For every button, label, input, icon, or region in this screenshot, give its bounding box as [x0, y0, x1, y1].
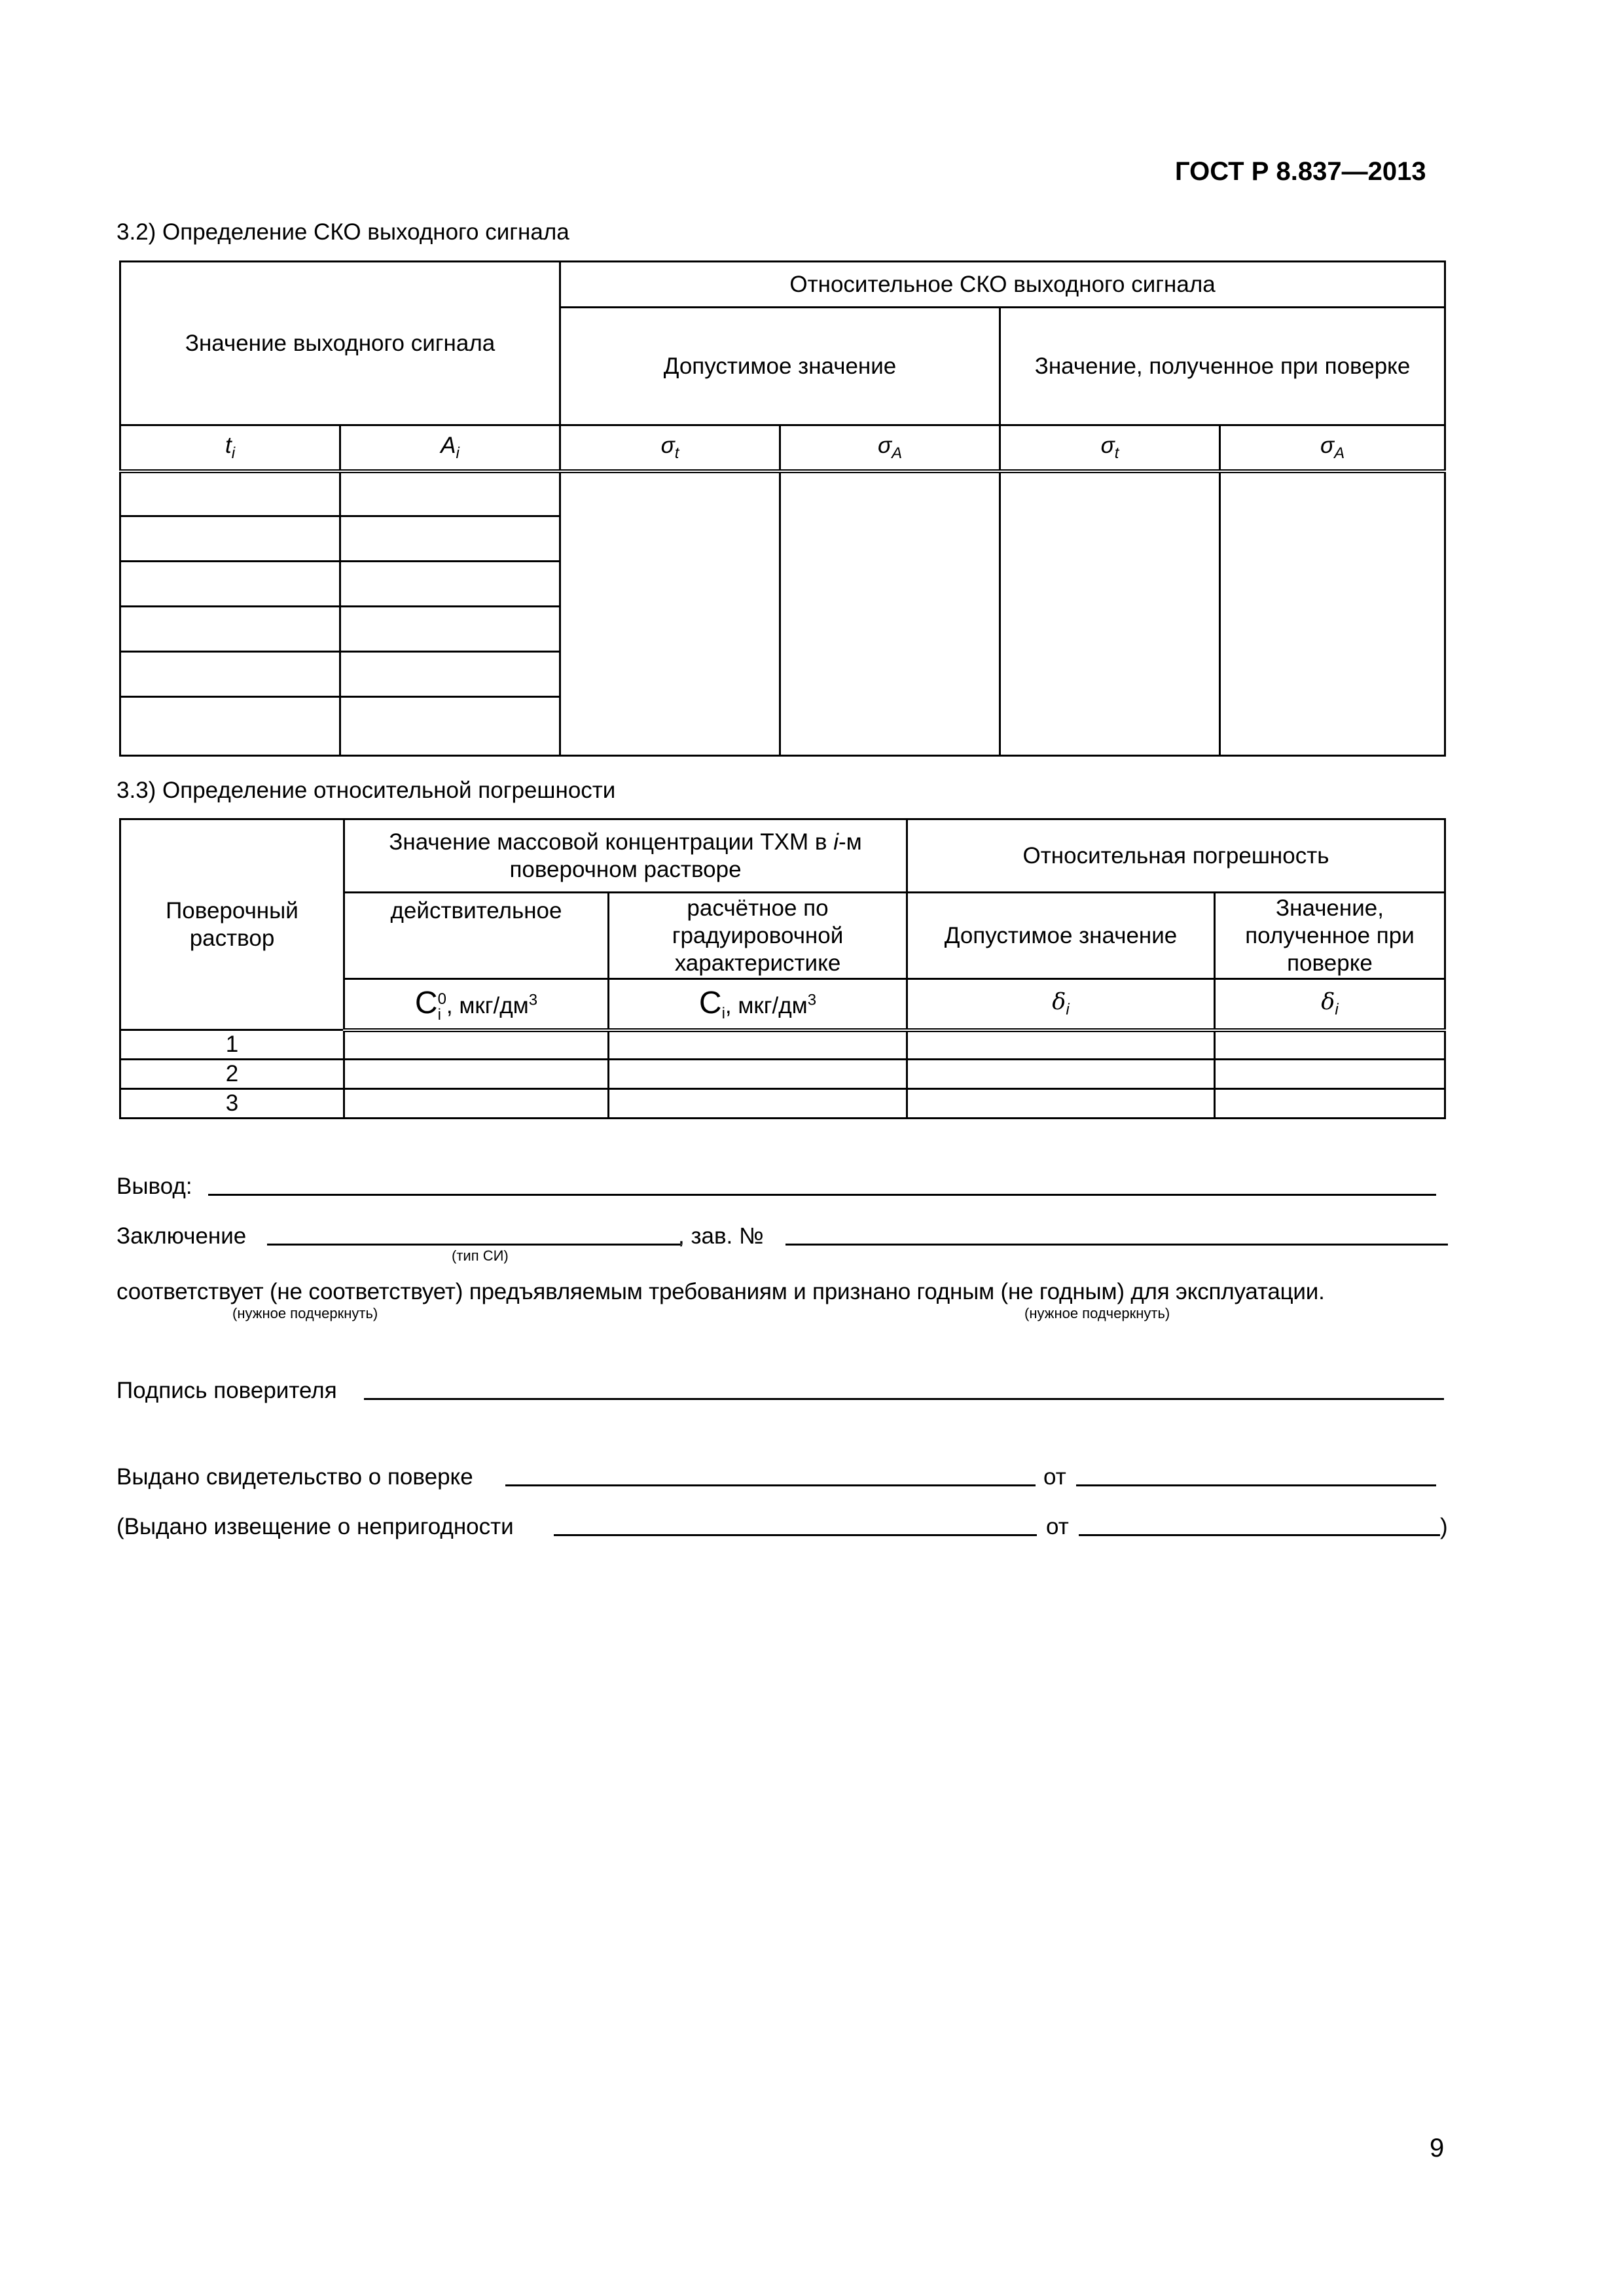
symbol-t-i: $t_i$ — [120, 425, 340, 471]
signature-label: Подпись поверителя — [117, 1378, 337, 1403]
col-allowed-value: Допустимое значение — [560, 308, 1000, 425]
table-cell[interactable] — [344, 1089, 609, 1119]
table-cell[interactable] — [120, 607, 340, 652]
table-cell[interactable] — [1220, 471, 1445, 756]
device-type-note: (тип СИ) — [452, 1247, 509, 1264]
symbol-a-i: $A_i$ — [340, 425, 560, 471]
unfit-notice-date-field[interactable] — [1079, 1534, 1440, 1536]
col-allowed-value: Допустимое значение — [907, 893, 1215, 979]
from-label-1: от — [1043, 1464, 1066, 1490]
symbol-sigma-a-allowed: $\sigma_A$ — [780, 425, 1000, 471]
closing-paren: ) — [1440, 1514, 1448, 1539]
table-cell[interactable] — [609, 1060, 907, 1089]
solution-number: 1 — [120, 1030, 344, 1060]
col-output-value: Значение выходного сигнала — [120, 262, 560, 425]
table-cell[interactable] — [1000, 471, 1220, 756]
serial-label: , зав. № — [678, 1223, 764, 1249]
table-cell[interactable] — [907, 1060, 1215, 1089]
section-3-3-title: 3.3) Определение относительной погрешности — [117, 778, 616, 803]
certificate-date-field[interactable] — [1076, 1484, 1436, 1486]
table-cell[interactable] — [340, 607, 560, 652]
col-obtained-value: Значение, полученное при поверке — [1215, 893, 1445, 979]
page-number: 9 — [1430, 2134, 1445, 2162]
device-type-field[interactable] — [267, 1244, 681, 1246]
table-cell[interactable] — [907, 1089, 1215, 1119]
serial-number-field[interactable] — [785, 1244, 1448, 1246]
table-cell[interactable] — [120, 516, 340, 562]
unfit-notice-label: (Выдано извещение о непригодности — [117, 1514, 514, 1539]
table-cell[interactable] — [1215, 1089, 1445, 1119]
symbol-sigma-t-allowed: $\sigma_t$ — [560, 425, 780, 471]
table-cell[interactable] — [340, 516, 560, 562]
table-cell[interactable] — [120, 471, 340, 516]
underline-note-1: (нужное подчеркнуть) — [232, 1305, 378, 1321]
certificate-label: Выдано свидетельство о поверке — [117, 1464, 473, 1490]
table-cell[interactable] — [780, 471, 1000, 756]
certificate-number-field[interactable] — [505, 1484, 1036, 1486]
solution-number: 2 — [120, 1060, 344, 1089]
verdict-label: Заключение — [117, 1223, 247, 1249]
table-cell[interactable] — [120, 562, 340, 607]
symbol-c-i: $C_i$, мкг/$дм^3$ — [609, 979, 907, 1030]
sko-table — [119, 260, 1446, 757]
table-cell[interactable] — [344, 1060, 609, 1089]
section-3-2-title: 3.2) Определение СКО выходного сигнала — [117, 219, 569, 245]
conclusion-field[interactable] — [208, 1194, 1436, 1196]
table-cell[interactable] — [609, 1089, 907, 1119]
col-calculated: расчётное по градуировочной характеристике — [609, 893, 907, 979]
table-cell[interactable] — [340, 697, 560, 756]
symbol-c0-i: C 0 i , мкг/$дм^3$ — [344, 979, 609, 1030]
table-cell[interactable] — [340, 471, 560, 516]
conclusion-label: Вывод: — [117, 1174, 192, 1199]
table-cell[interactable] — [560, 471, 780, 756]
symbol-delta-i-allowed: $\delta_i$ — [907, 979, 1215, 1030]
document-code: ГОСТ Р 8.837—2013 — [1175, 157, 1426, 186]
symbol-sigma-t-obtained: $\sigma_t$ — [1000, 425, 1220, 471]
signature-field[interactable] — [364, 1398, 1444, 1400]
table-cell[interactable] — [340, 562, 560, 607]
symbol-sigma-a-obtained: $\sigma_A$ — [1220, 425, 1445, 471]
col-relative-sko: Относительное СКО выходного сигнала — [560, 262, 1445, 308]
from-label-2: от — [1046, 1514, 1069, 1539]
col-obtained-value: Значение, полученное при поверке — [1000, 308, 1445, 425]
table-cell[interactable] — [1215, 1060, 1445, 1089]
col-mass-concentration: Значение массовой концентрации ТХМ в i-м поверочном растворе — [344, 819, 907, 893]
col-relative-error: Относительная погрешность — [907, 819, 1445, 893]
compliance-text: соответствует (не соответствует) предъявляемым требованиям и признано годным (не годным) для эксплуатации. — [117, 1279, 1325, 1304]
table-cell[interactable] — [907, 1030, 1215, 1060]
table-cell[interactable] — [120, 652, 340, 697]
error-table — [119, 818, 1446, 1119]
unfit-notice-number-field[interactable] — [554, 1534, 1037, 1536]
solution-number: 3 — [120, 1089, 344, 1119]
table-cell[interactable] — [340, 652, 560, 697]
underline-note-2: (нужное подчеркнуть) — [1024, 1305, 1170, 1321]
table-cell[interactable] — [344, 1030, 609, 1060]
table-cell[interactable] — [609, 1030, 907, 1060]
col-actual: действительное — [344, 893, 609, 979]
col-verification-solution: Поверочный раствор — [120, 819, 344, 1030]
symbol-delta-i-obtained: $\delta_i$ — [1215, 979, 1445, 1030]
table-cell[interactable] — [120, 697, 340, 756]
table-cell[interactable] — [1215, 1030, 1445, 1060]
